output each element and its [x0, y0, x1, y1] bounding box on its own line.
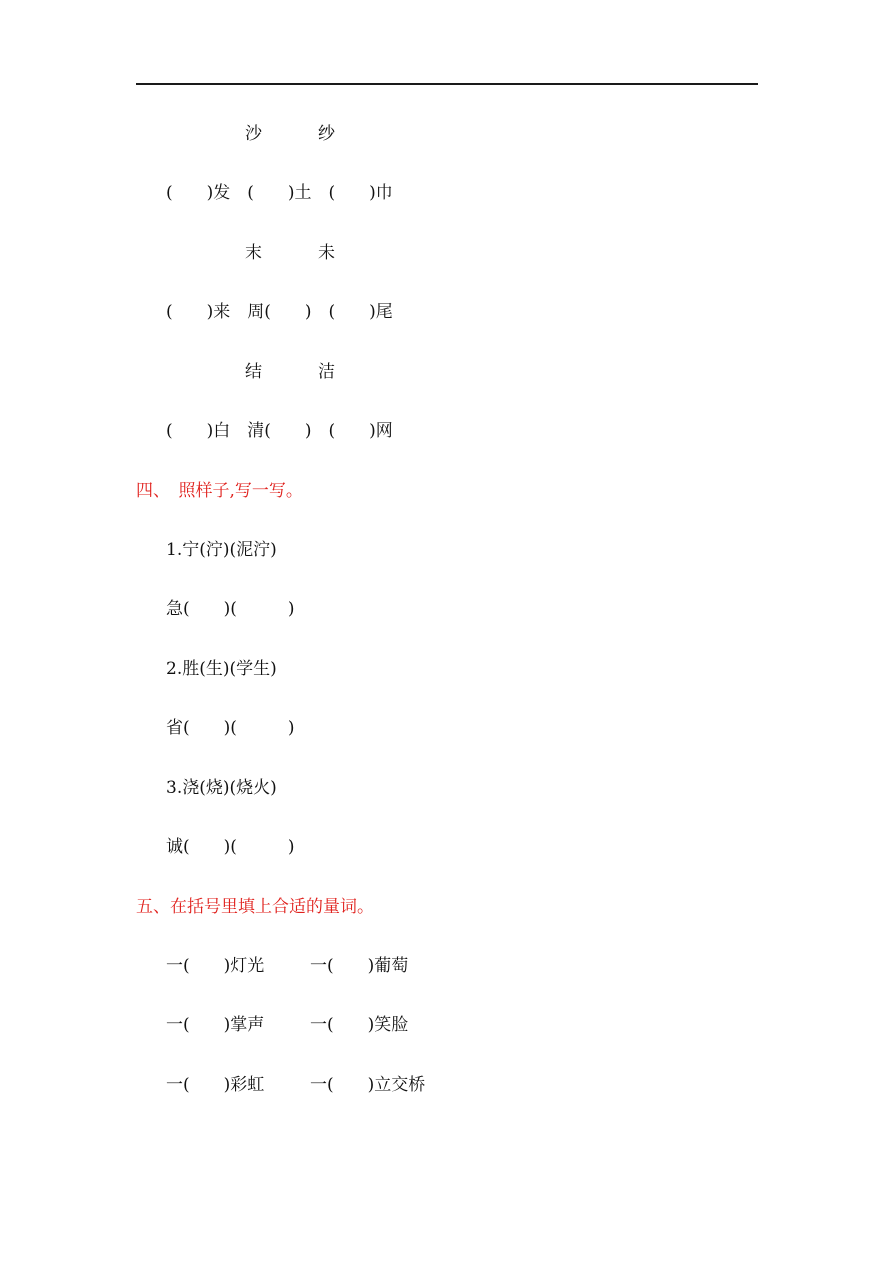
- example-line-3: 3.浇(烧)(烧火): [166, 778, 277, 798]
- measure-right-2: 一( )笑脸: [310, 1015, 409, 1035]
- blank-line-3: 诚( )( ): [166, 837, 295, 857]
- char-sha-silk: 纱: [318, 124, 335, 144]
- example-line-2: 2.胜(生)(学生): [166, 659, 277, 679]
- char-jie-clean: 洁: [318, 362, 335, 382]
- fill-row-1: ( )发 ( )土 ( )巾: [166, 183, 393, 203]
- char-wei: 未: [318, 243, 335, 263]
- fill-row-2: ( )来 周( ) ( )尾: [166, 302, 393, 322]
- section-4-heading: 四、 照样子,写一写。: [136, 481, 303, 501]
- char-sha: 沙: [245, 124, 262, 144]
- header-rule: [136, 83, 758, 85]
- char-mo: 末: [245, 243, 262, 263]
- example-line-1: 1.宁(泞)(泥泞): [166, 540, 277, 560]
- char-jie: 结: [245, 362, 262, 382]
- measure-left-2: 一( )掌声: [166, 1015, 265, 1035]
- fill-row-3: ( )白 清( ) ( )网: [166, 421, 393, 441]
- blank-line-2: 省( )( ): [166, 718, 295, 738]
- measure-left-3: 一( )彩虹: [166, 1075, 265, 1095]
- measure-right-1: 一( )葡萄: [310, 956, 409, 976]
- measure-left-1: 一( )灯光: [166, 956, 265, 976]
- blank-line-1: 急( )( ): [166, 599, 295, 619]
- section-5-heading: 五、在括号里填上合适的量词。: [136, 897, 374, 917]
- measure-right-3: 一( )立交桥: [310, 1075, 426, 1095]
